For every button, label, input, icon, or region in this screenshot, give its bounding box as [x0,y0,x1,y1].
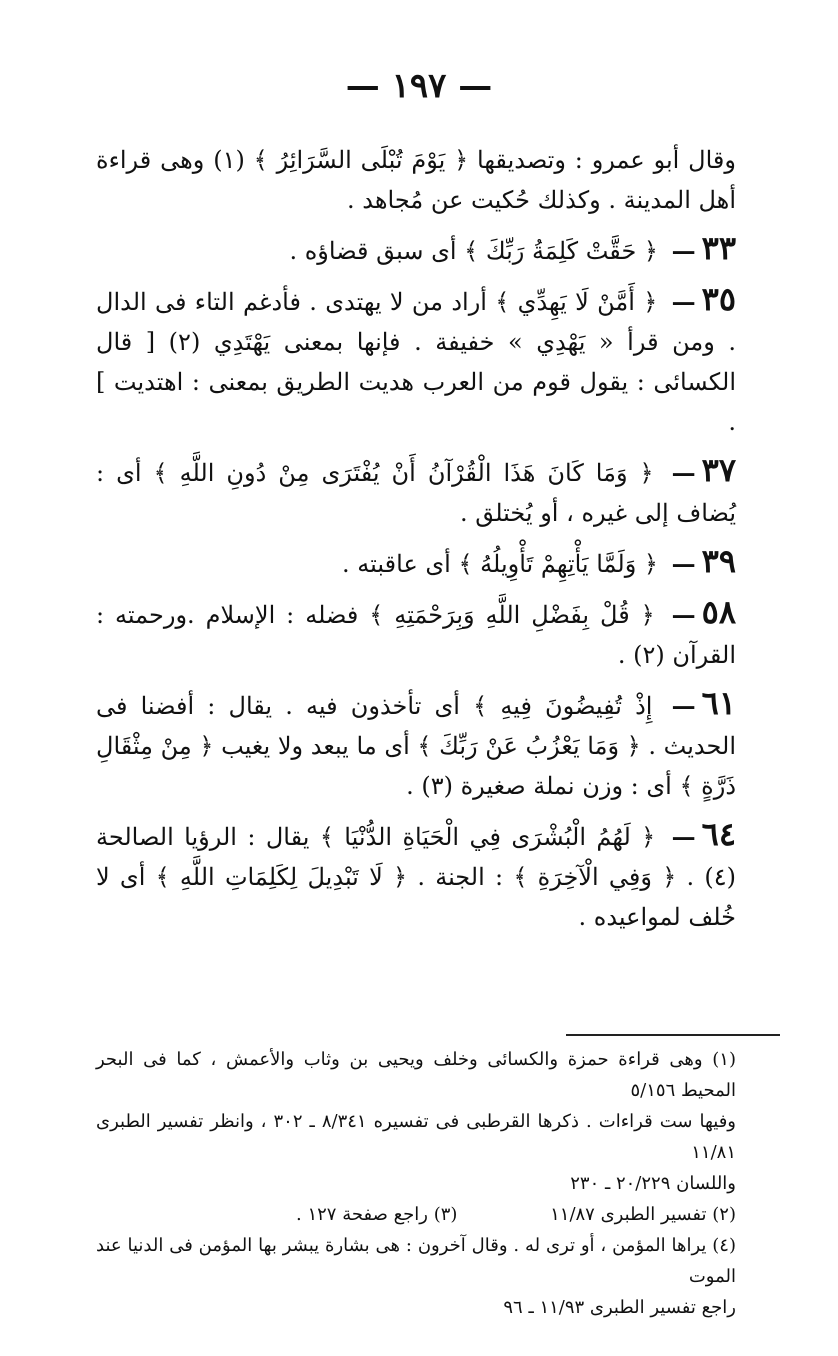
dash: — [671,236,696,265]
verse-number: ٥٨ [701,593,736,631]
verse-commentary: ﴿ حَقَّتْ كَلِمَةُ رَبِّكَ ﴾ أى سبق قضاؤه . [289,237,658,265]
verse-number: ٣٥ [701,280,736,318]
verse-commentary: ﴿ قُلْ بِفَضْلِ اللَّهِ وَبِرَحْمَتِهِ ﴾ فضله : الإسلام .ورحمته : القرآن (٢) . [96,601,736,669]
footnote-4-line-2: راجع تفسير الطبرى ١١/٩٣ ـ ٩٦ [503,1297,736,1318]
footnote-1-line-2: وفيها ست قراءات . ذكرها القرطبى فى تفسيره ٨/٣٤١ ـ ٣٠٢ ، وانظر تفسير الطبرى ١١/٨١ [96,1111,737,1163]
verse-entry-61 [96,683,736,806]
footnote-3: (٣) راجع صفحة ١٢٧ . [296,1204,458,1225]
main-text [96,140,736,945]
verse-number: ٦١ [701,684,736,722]
dash: — [671,600,696,629]
dash: — [671,549,696,578]
paragraph-text: وقال أبو عمرو : وتصديقها ﴿ يَوْمَ تُبْلَى السَّرَائِرُ ﴾ (١) وهى قراءة أهل المدينة . وكذلك حُكيت عن مُجاهد . [96,146,736,214]
verse-number: ٦٤ [701,815,736,853]
verse-entry-39 [96,541,736,584]
verse-entry-64 [96,814,736,937]
verse-entry-35 [96,279,736,442]
page-number: — ١٩٧ — [345,66,493,106]
paragraph-intro [96,140,736,220]
dash: — [671,691,696,720]
footnote-4-line-1: (٤) يراها المؤمن ، أو ترى له . وقال آخرون : هى بشارة يبشر بها المؤمن فى الدنيا عند الموت [96,1235,736,1287]
verse-entry-58 [96,592,736,675]
verse-commentary: ﴿ وَلَمَّا يَأْتِهِمْ تَأْوِيلُهُ ﴾ أى عاقبته . [342,550,658,578]
verse-commentary: ﴿ أَمَّنْ لَا يَهِدِّي ﴾ أراد من لا يهتدى . فأدغم التاء فى الدال . ومن قرأ « يَهْدِي » خفيفة . فإنها بمعنى يَهْتَدِي (٢) [ قال الكسائى : يقول قوم من العرب هديت الطريق بمعنى : اهتديت ] . [96,288,736,436]
footnote-2: (٢) تفسير الطبرى ١١/٨٧ [550,1204,736,1225]
verse-commentary: ﴿ وَمَا كَانَ هَذَا الْقُرْآنُ أَنْ يُفْتَرَى مِنْ دُونِ اللَّهِ ﴾ أى : يُضاف إلى غيره ، أو يُختلق . [96,459,736,527]
verse-number: ٣٧ [701,451,736,489]
dash: — [671,287,696,316]
dash: — [671,822,696,851]
verse-entry-37 [96,450,736,533]
verse-number: ٣٩ [701,542,736,580]
footnote-row-2-3 [96,1199,736,1230]
verse-commentary: ﴿ لَهُمُ الْبُشْرَى فِي الْحَيَاةِ الدُّنْيَا ﴾ يقال : الرؤيا الصالحة (٤) . ﴿ وَفِي الْآخِرَةِ ﴾ : الجنة . ﴿ لَا تَبْدِيلَ لِكَلِمَاتِ اللَّهِ ﴾ أى لا خُلف لمواعيده . [96,823,736,931]
verse-commentary: إِذْ تُفِيضُونَ فِيهِ ﴾ أى تأخذون فيه . يقال : أفضنا فى الحديث . ﴿ وَمَا يَعْزُبُ عَنْ رَبِّكَ ﴾ أى ما يبعد ولا يغيب ﴿ مِنْ مِثْقَالِ ذَرَّةٍ ﴾ أى : وزن نملة صغيرة (٣) . [96,692,736,800]
verse-number: ٣٣ [701,229,736,267]
verse-entry-33 [96,228,736,271]
footnote-divider [566,1034,780,1036]
footnotes [96,1044,736,1323]
dash: — [671,458,696,487]
footnote-1-line-3: واللسان ٢٠/٢٢٩ ـ ٢٣٠ [570,1173,736,1194]
footnote-1-line-1: (١) وهى قراءة حمزة والكسائى وخلف ويحيى بن وثاب والأعمش ، كما فى البحر المحيط ٥/١٥٦ [96,1049,736,1101]
